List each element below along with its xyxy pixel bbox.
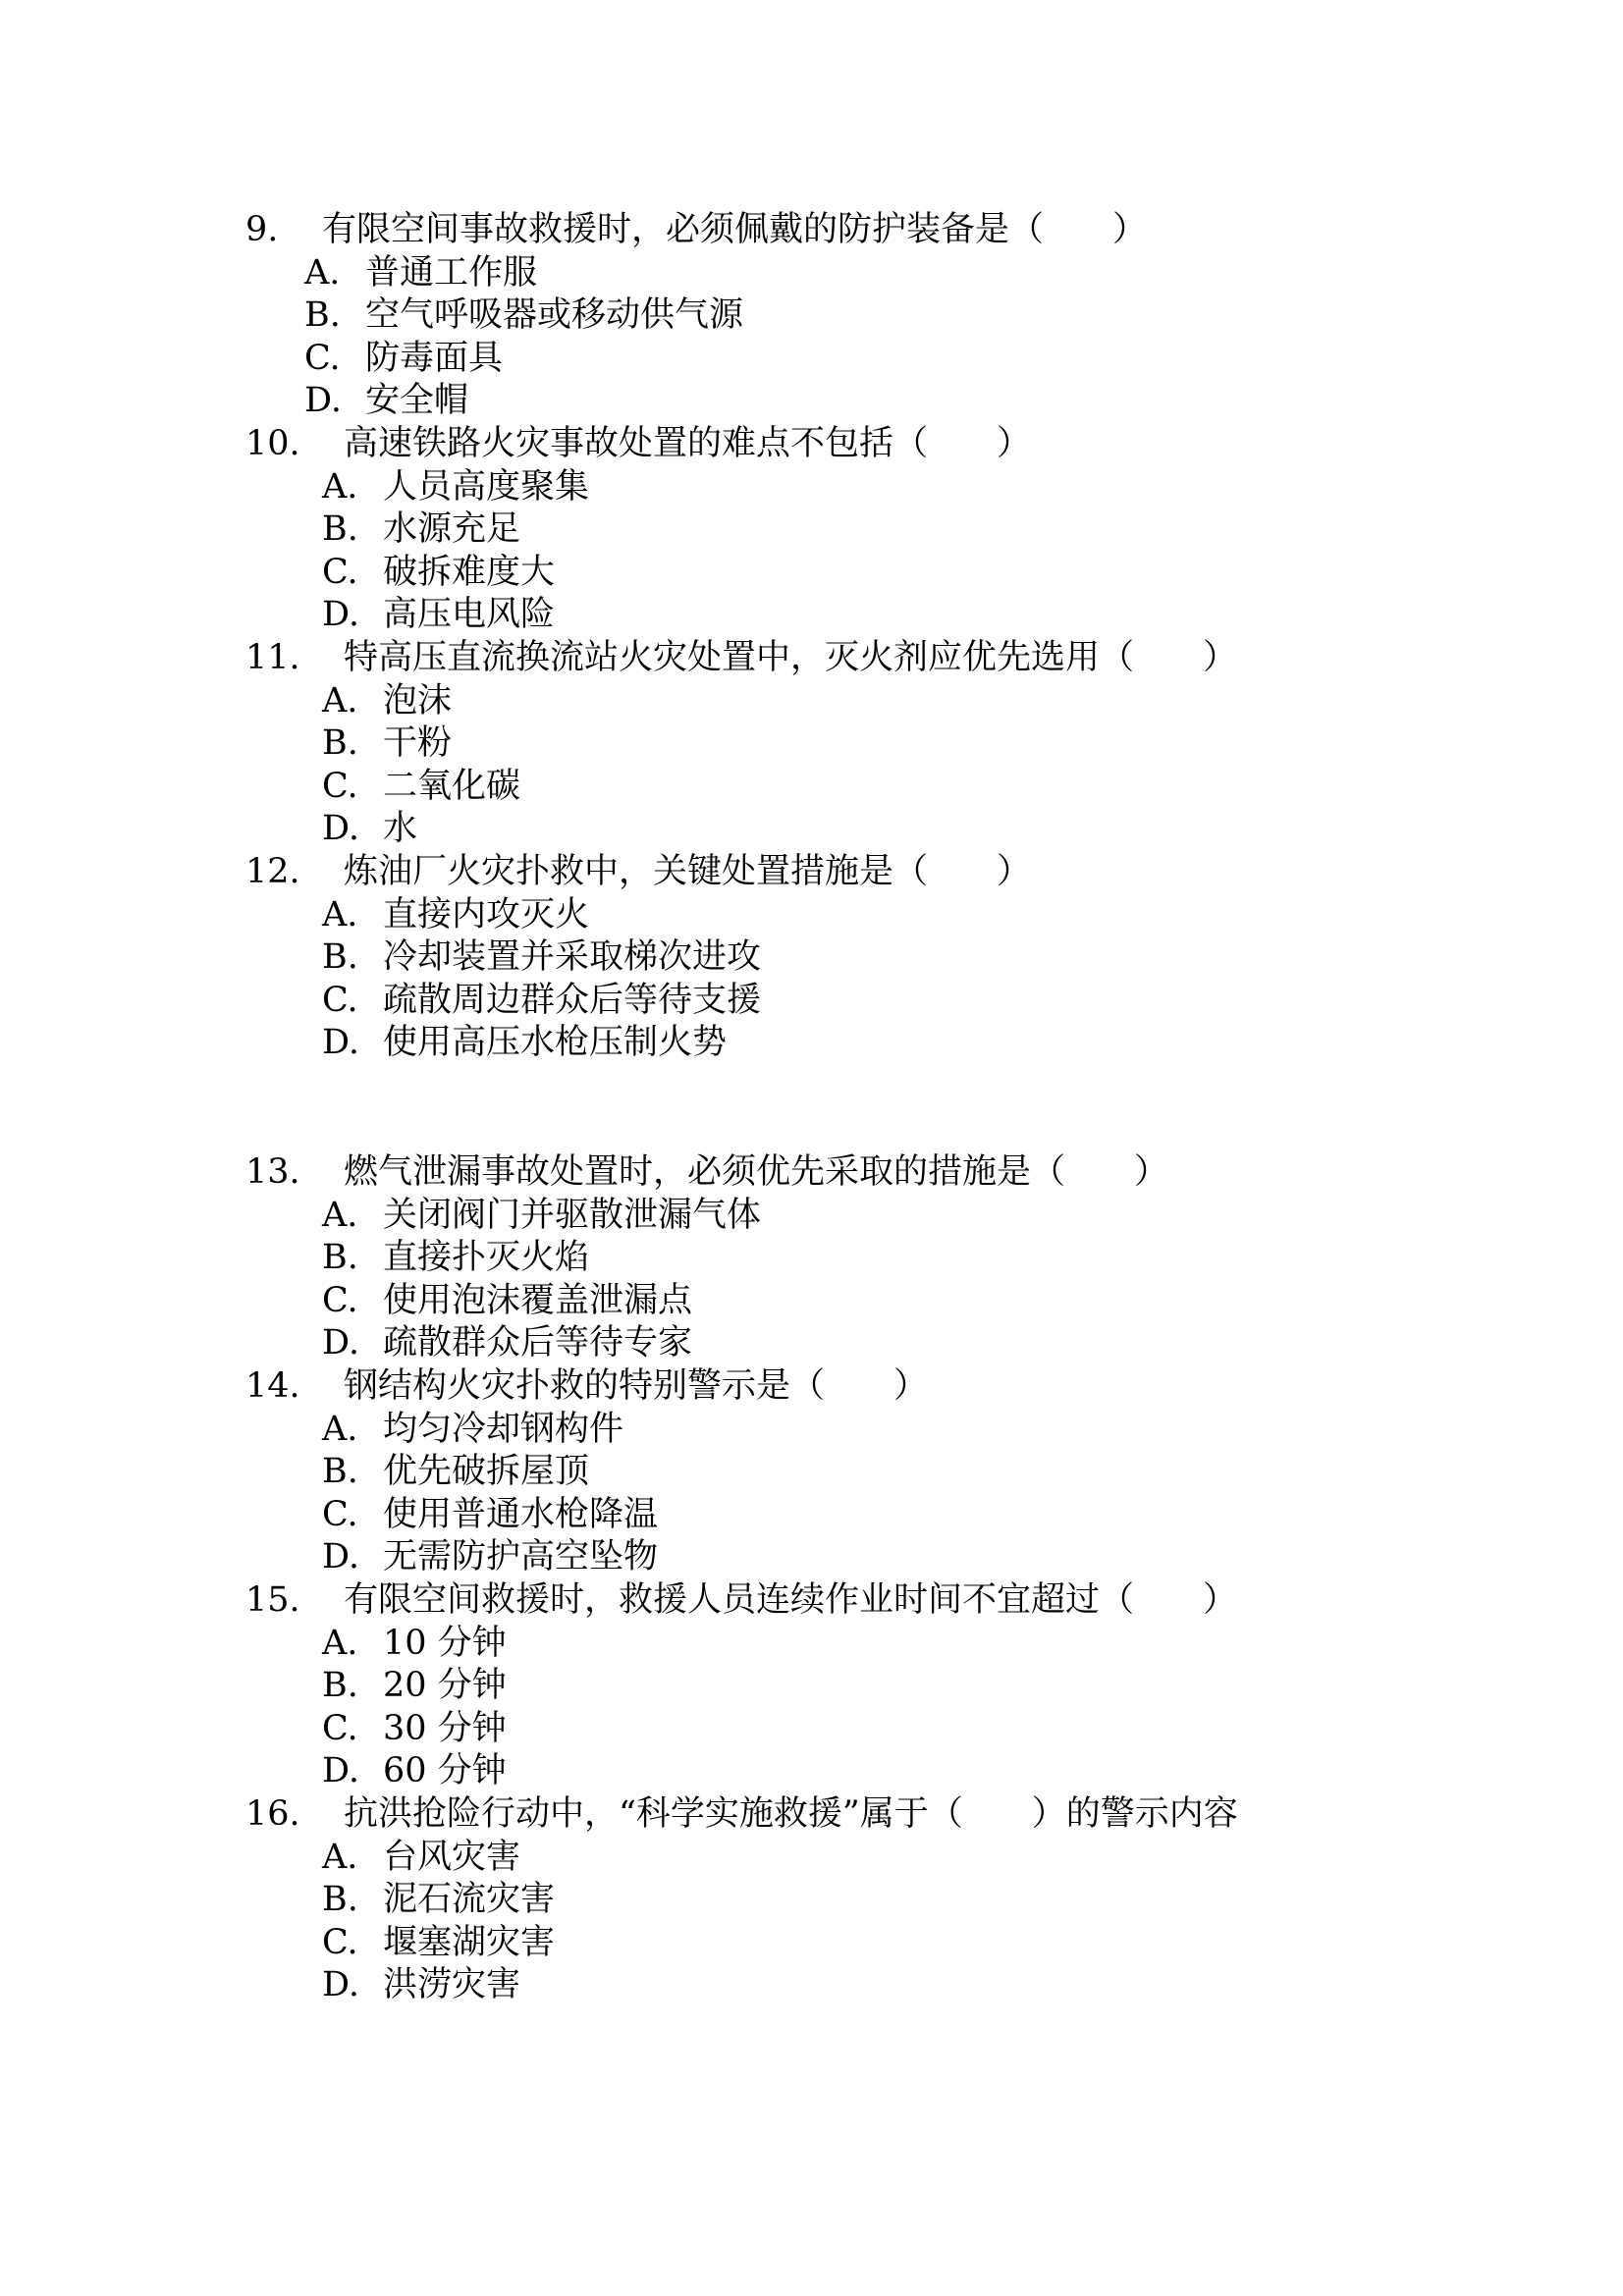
- question-10: [245, 423, 1522, 637]
- question-11: [245, 637, 1522, 851]
- option-d: [245, 1964, 1522, 2007]
- option-letter: B.: [322, 1880, 358, 1920]
- option-text: 直接内攻灭火: [383, 894, 590, 934]
- option-text: 无需防护高空坠物: [383, 1537, 659, 1577]
- question-stem: [245, 1151, 1522, 1195]
- question-9: [245, 209, 1522, 423]
- option-a: [245, 894, 1522, 937]
- option-c: [245, 552, 1522, 595]
- option-letter: B.: [322, 1238, 358, 1278]
- option-text: 20 分钟: [383, 1666, 507, 1706]
- option-c: [245, 338, 1522, 381]
- option-letter: A.: [322, 466, 358, 507]
- question-number: 11.: [245, 637, 300, 677]
- option-d: [245, 1536, 1522, 1579]
- question-13: [245, 1151, 1522, 1365]
- option-text: 水: [383, 809, 418, 849]
- question-16: [245, 1793, 1522, 2007]
- option-text: 10 分钟: [383, 1623, 507, 1663]
- option-letter: A.: [304, 252, 341, 293]
- option-text: 使用高压水枪压制火势: [383, 1023, 728, 1063]
- option-letter: C.: [322, 1280, 358, 1320]
- option-text: 关闭阀门并驱散泄漏气体: [383, 1195, 762, 1235]
- option-text: 二氧化碳: [383, 766, 521, 806]
- option-b: [245, 1237, 1522, 1280]
- option-text: 堰塞湖灾害: [383, 1922, 556, 1962]
- option-a: [245, 1837, 1522, 1880]
- question-number: 16.: [245, 1793, 300, 1834]
- option-text: 使用普通水枪降温: [383, 1494, 659, 1534]
- option-b: [245, 1665, 1522, 1708]
- option-letter: D.: [304, 381, 342, 421]
- option-letter: D.: [322, 1023, 359, 1063]
- option-letter: B.: [322, 1452, 358, 1492]
- option-a: [245, 1623, 1522, 1666]
- option-text: 泡沫: [383, 680, 453, 721]
- option-letter: B.: [322, 509, 358, 550]
- option-letter: C.: [322, 980, 358, 1020]
- option-d: [245, 594, 1522, 637]
- option-d: [245, 808, 1522, 851]
- option-letter: A.: [322, 894, 358, 934]
- option-b: [245, 1451, 1522, 1494]
- option-letter: C.: [304, 338, 341, 378]
- question-number: 12.: [245, 851, 300, 891]
- question-stem: [245, 851, 1522, 894]
- option-text: 泥石流灾害: [383, 1880, 556, 1920]
- question-stem: [245, 423, 1522, 466]
- question-stem: [245, 1579, 1522, 1623]
- question-12: [245, 851, 1522, 1065]
- question-stem: [245, 637, 1522, 680]
- option-c: [245, 766, 1522, 809]
- option-d: [245, 1750, 1522, 1793]
- question-block-2: [245, 1151, 1522, 2007]
- option-text: 疏散周边群众后等待支援: [383, 980, 762, 1020]
- option-text: 高压电风险: [383, 595, 556, 635]
- option-letter: B.: [304, 295, 341, 336]
- option-letter: D.: [322, 809, 359, 849]
- option-d: [245, 380, 1522, 423]
- question-stem: [245, 1365, 1522, 1409]
- option-letter: B.: [322, 723, 358, 764]
- question-15: [245, 1579, 1522, 1793]
- option-a: [245, 252, 1522, 295]
- option-text: 均匀冷却钢构件: [383, 1409, 624, 1449]
- option-letter: D.: [322, 1323, 359, 1363]
- question-text: 高速铁路火灾事故处置的难点不包括（ ）: [344, 423, 1032, 463]
- option-b: [245, 508, 1522, 552]
- option-text: 普通工作服: [365, 252, 538, 293]
- option-text: 人员高度聚集: [383, 466, 590, 507]
- question-stem: [245, 209, 1522, 252]
- option-letter: C.: [322, 552, 358, 592]
- option-letter: C.: [322, 1494, 358, 1534]
- option-a: [245, 1195, 1522, 1238]
- option-letter: D.: [322, 595, 359, 635]
- question-text: 炼油厂火灾扑救中，关键处置措施是（ ）: [344, 851, 1032, 891]
- option-letter: A.: [322, 680, 358, 721]
- option-letter: B.: [322, 1666, 358, 1706]
- question-text: 有限空间救援时，救援人员连续作业时间不宜超过（ ）: [344, 1579, 1238, 1620]
- option-b: [245, 722, 1522, 766]
- option-c: [245, 1494, 1522, 1537]
- option-text: 30 分钟: [383, 1708, 507, 1748]
- option-text: 防毒面具: [365, 338, 504, 378]
- option-letter: A.: [322, 1837, 358, 1877]
- option-text: 冷却装置并采取梯次进攻: [383, 937, 762, 978]
- option-text: 疏散群众后等待专家: [383, 1323, 693, 1363]
- question-text: 燃气泄漏事故处置时，必须优先采取的措施是（ ）: [344, 1152, 1169, 1192]
- question-text: 特高压直流换流站火灾处置中，灭火剂应优先选用（ ）: [344, 637, 1238, 677]
- option-text: 使用泡沫覆盖泄漏点: [383, 1280, 693, 1320]
- option-b: [245, 936, 1522, 980]
- option-c: [245, 980, 1522, 1023]
- option-a: [245, 1409, 1522, 1452]
- question-number: 10.: [245, 423, 300, 463]
- question-block-1: [245, 209, 1522, 1065]
- option-letter: C.: [322, 766, 358, 806]
- option-c: [245, 1922, 1522, 1965]
- option-letter: D.: [322, 1965, 359, 2005]
- option-d: [245, 1322, 1522, 1365]
- option-text: 60 分钟: [383, 1751, 507, 1791]
- question-text: 有限空间事故救援时，必须佩戴的防护装备是（ ）: [322, 210, 1148, 249]
- option-text: 直接扑灭火焰: [383, 1238, 590, 1278]
- option-text: 安全帽: [365, 381, 469, 421]
- option-c: [245, 1708, 1522, 1751]
- question-number: 14.: [245, 1365, 300, 1406]
- option-a: [245, 466, 1522, 509]
- option-letter: C.: [322, 1708, 358, 1748]
- question-number: 15.: [245, 1579, 300, 1620]
- option-a: [245, 680, 1522, 723]
- option-text: 优先破拆屋顶: [383, 1452, 590, 1492]
- option-b: [245, 294, 1522, 338]
- question-stem: [245, 1793, 1522, 1837]
- option-text: 空气呼吸器或移动供气源: [365, 295, 744, 336]
- question-text: 抗洪抢险行动中，“科学实施救援”属于（ ）的警示内容: [344, 1793, 1238, 1834]
- option-b: [245, 1879, 1522, 1922]
- option-letter: B.: [322, 937, 358, 978]
- option-letter: A.: [322, 1195, 358, 1235]
- option-text: 洪涝灾害: [383, 1965, 521, 2005]
- option-letter: A.: [322, 1409, 358, 1449]
- option-letter: D.: [322, 1537, 359, 1577]
- question-text: 钢结构火灾扑救的特别警示是（ ）: [344, 1365, 929, 1406]
- option-text: 水源充足: [383, 509, 521, 550]
- question-number: 13.: [245, 1152, 300, 1192]
- question-number: 9.: [245, 210, 279, 249]
- option-text: 破拆难度大: [383, 552, 556, 592]
- option-d: [245, 1022, 1522, 1065]
- option-text: 台风灾害: [383, 1837, 521, 1877]
- option-letter: A.: [322, 1623, 358, 1663]
- option-c: [245, 1280, 1522, 1323]
- question-14: [245, 1365, 1522, 1579]
- option-letter: D.: [322, 1751, 359, 1791]
- option-text: 干粉: [383, 723, 453, 764]
- option-letter: C.: [322, 1922, 358, 1962]
